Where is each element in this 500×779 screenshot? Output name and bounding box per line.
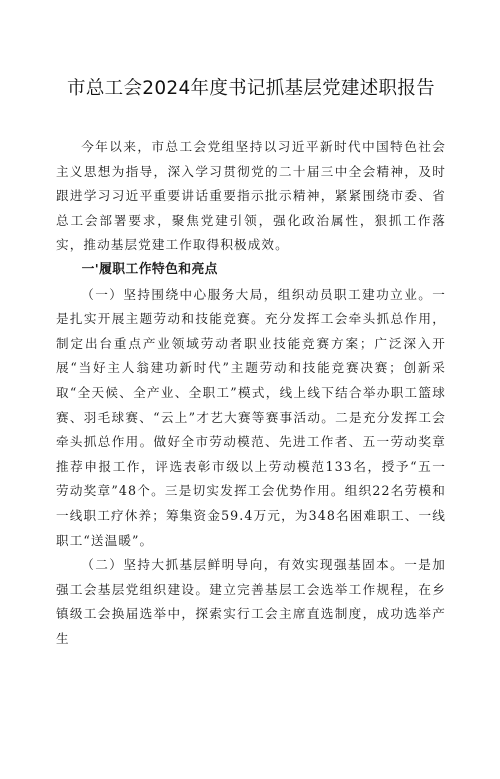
section-heading: 一'履职工作特色和亮点 [81, 261, 218, 277]
intro-paragraph: 今年以来，市总工会党组坚持以习近平新时代中国特色社会主义思想为指导，深入学习贯彻党的二十届三中全会精神，及时跟进学习习近平重要讲话重要指示批示精神，紧紧围绕市委、省总工会部署要求，聚焦党建引领，强化政治属性，狠抓工作落实，推动基层党建工作取得积极成效。 [56, 139, 446, 253]
document-body [56, 135, 446, 651]
document-page [0, 72, 500, 779]
body-paragraph: （一）坚持围绕中心服务大局，组织动员职工建功立业。一是扎实开展主题劳动和技能竞赛。充分发挥工会牵头抓总作用，制定出台重点产业领域劳动者职业技能竞赛方案；广泛深入开展“当好主人翁建功新时代”主题劳动和技能竞赛决赛；创新采取“全天候、全产业、全职工”模式，线上线下结合举办职工篮球赛、羽毛球赛、“云上”才艺大赛等赛事活动。二是充分发挥工会牵头抓总作用。做好全市劳动模范、先进工作者、五一劳动奖章推荐申报工作，评选表彰市级以上劳动模范133名，授予“五一劳动奖章”48个。三是切实发挥工会优势作用。组织22名劳模和一线职工疗休养；筹集资金59.4万元，为348名困难职工、一线职工“送温暖”。 [56, 286, 446, 548]
body-paragraph: （二）坚持大抓基层鲜明导向，有效实现强基固本。一是加强工会基层党组织建设。建立完善基层工会选举工作规程，在乡镇级工会换届选举中，探索实行工会主席直选制度，成功选举产生 [56, 557, 446, 646]
document-title: 市总工会2024年度书记抓基层党建述职报告 [67, 78, 435, 99]
